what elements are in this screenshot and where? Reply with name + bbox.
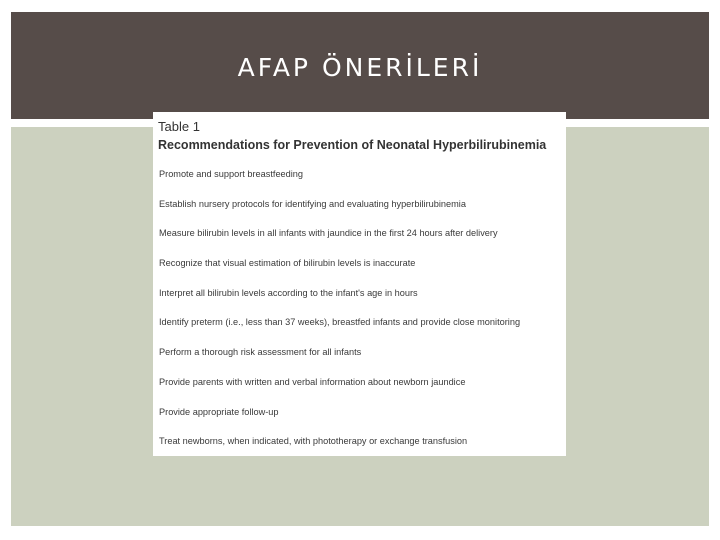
recommendation-item: Perform a thorough risk assessment for all infants	[159, 347, 362, 358]
slide-title: AFAP ÖNERİLERİ	[237, 53, 483, 82]
recommendation-item: Establish nursery protocols for identifying and evaluating hyperbilirubinemia	[159, 198, 466, 209]
recommendation-item: Treat newborns, when indicated, with phototherapy or exchange transfusion	[159, 436, 468, 447]
recommendation-item: Identify preterm (i.e., less than 37 weeks), breastfed infants and provide close monitoring	[159, 317, 521, 328]
recommendation-item: Provide parents with written and verbal information about newborn jaundice	[159, 376, 466, 387]
recommendation-item: Promote and support breastfeeding	[159, 169, 304, 179]
recommendation-item: Interpret all bilirubin levels according to the infant's age in hours	[159, 287, 418, 298]
table-heading: Recommendations for Prevention of Neonatal Hyperbilirubinemia	[158, 138, 547, 152]
table-label: Table 1	[158, 119, 200, 134]
recommendation-item: Provide appropriate follow-up	[159, 406, 279, 417]
recommendation-list	[159, 167, 564, 464]
table-image	[153, 112, 566, 456]
recommendation-item: Measure bilirubin levels in all infants with jaundice in the first 24 hours after delivery	[159, 228, 498, 239]
recommendation-item: Recognize that visual estimation of bilirubin levels is inaccurate	[159, 258, 416, 269]
